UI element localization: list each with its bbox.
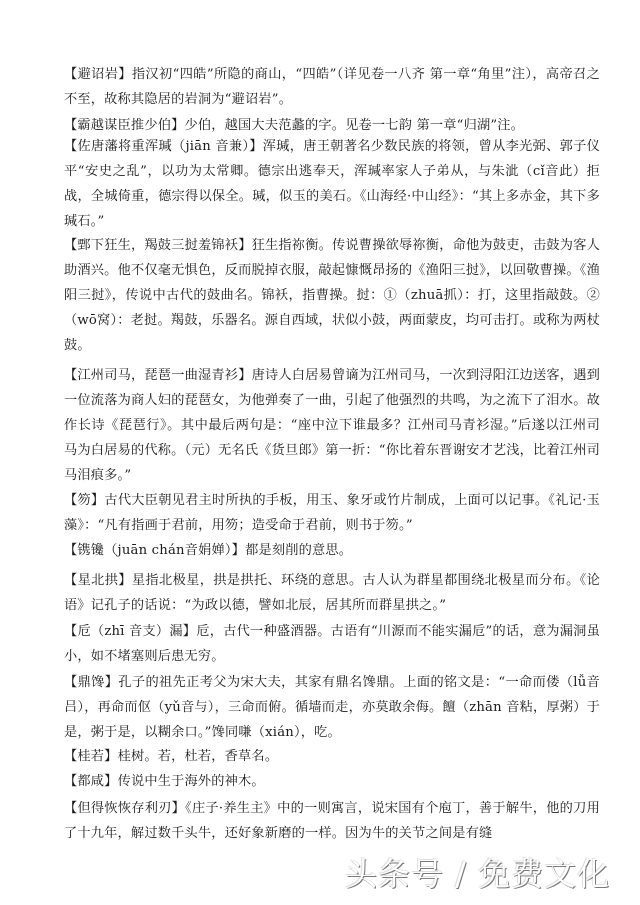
entry-bizhaoyan bbox=[64, 62, 600, 112]
entry-term: 【镌镵（juān chán音娟婵）】 bbox=[64, 543, 246, 558]
entry-term: 【避诏岩】 bbox=[64, 67, 132, 82]
watermark-text: 头条号 / 免费文化 bbox=[345, 855, 611, 893]
entry-body: 孔子的祖先正考父为宋大夫，其家有鼎名馋鼎。上面的铭文是：“一命而偻（lǚ音吕），再命而伛（yǔ音与），三命而俯。循墙而走，亦莫敢余侮。饘（zhān 音粘，厚粥）于是，粥于是，以糊余口。”馋同嗛（xián），吃。 bbox=[64, 675, 600, 740]
entry-term: 【桂若】 bbox=[64, 749, 118, 764]
entry-dandehuihui bbox=[64, 796, 600, 846]
entry-term: 【星北拱】 bbox=[64, 573, 132, 588]
entry-zhilou bbox=[64, 619, 600, 669]
entry-jiangzhou bbox=[64, 363, 600, 488]
entry-term: 【都咸】 bbox=[64, 774, 118, 789]
entry-body: 古代大臣朝见君主时所执的手板，用玉、象牙或竹片制成，上面可以记事。《礼记·玉藻》：“凡有指画于君前，用笏；造受命于君前，则书于笏。” bbox=[64, 493, 600, 533]
entry-body: 浑瑊，唐王朝著名少数民族的将领，曾从李光弼、郭子仪平“安史之乱”，以功为太常卿。德宗出逃奉天，浑瑊率家人子弟从，与朱泚（cǐ音此）拒战，全城倚重，德宗得以保全。瑊，似玉的美石。《山海经·中山经》：“其上多赤金，其下多瑊石。” bbox=[64, 139, 601, 229]
entry-guiruo bbox=[64, 744, 600, 769]
entry-body: 都是刻削的意思。 bbox=[245, 543, 353, 558]
entry-term: 【佐唐藩将重浑瑊（jiān 音兼）】 bbox=[64, 139, 263, 154]
entry-dingchan bbox=[64, 670, 600, 745]
entry-term: 【笏】 bbox=[64, 493, 105, 508]
entry-xingbeigong bbox=[64, 568, 600, 618]
entry-zuotang bbox=[64, 134, 600, 234]
entry-body: 少伯，越国大夫范蠡的字。见卷一七韵 第一章“归湖”注。 bbox=[184, 118, 525, 133]
entry-term: 【鄄下狂生，羯鼓三挝羞锦袄】 bbox=[64, 238, 252, 253]
entry-body: 卮，古代一种盛酒器。古语有“川源而不能实漏卮”的话，意为漏洞虽小，如不堵塞则后患无穷。 bbox=[64, 624, 600, 664]
entry-term: 【霸越谋臣推少伯】 bbox=[64, 118, 185, 133]
entry-juanxia bbox=[64, 233, 600, 358]
entry-term: 【鼎馋】 bbox=[64, 675, 119, 690]
entry-hu bbox=[64, 488, 600, 538]
entry-body: 星指北极星，拱是拱托、环绕的意思。古人认为群星都围绕北极星而分布。《论语》记孔子的话说：“为政以德，譬如北辰，居其所而群星拱之。” bbox=[64, 573, 601, 613]
entry-term: 【江州司马，琵琶一曲湿青衫】 bbox=[64, 368, 252, 383]
entry-duxian bbox=[64, 769, 600, 794]
entry-body: 指汉初“四皓”所隐的商山，“四皓”（详见卷一八齐 第一章“角里”注），高帝召之不至，故称其隐居的岩洞为“避诏岩”。 bbox=[64, 67, 601, 107]
entry-body: 狂生指祢衡。传说曹操欲辱祢衡，命他为鼓吏，击鼓为客人助酒兴。他不仅毫无惧色，反而脱掉衣服，敲起慷慨昂扬的《渔阳三挝》，以回敬曹操。《渔阳三挝》，传说中古代的鼓曲名。锦袄，指曹操。挝：①（zhuā抓）：打，这里指敲鼓。②（wō窝）：老挝。羯鼓，乐器名。源自西域，状似小鼓，两面蒙皮，均可击打。或称为两杖鼓。 bbox=[64, 238, 600, 353]
entry-juanchan bbox=[64, 538, 600, 563]
entry-body: 传说中生于海外的神木。 bbox=[117, 774, 265, 789]
entry-body: 桂树。若，杜若，香草名。 bbox=[117, 749, 279, 764]
entry-body: 《庄子·养生主》中的一则寓言，说宋国有个庖丁，善于解牛，他的刀用了十九年，解过数千头牛，还好象新磨的一样。因为牛的关节之间是有缝 bbox=[64, 801, 600, 841]
entry-term: 【但得恢恢存利刃】 bbox=[64, 801, 186, 816]
entry-term: 【卮（zhī 音支）漏】 bbox=[64, 624, 197, 639]
entry-body: 唐诗人白居易曾谪为江州司马，一次到浔阳江边送客，遇到一位流落为商人妇的琵琶女，为他弹奏了一曲，引起了他强烈的共鸣，为之流下了泪水。故作长诗《琵琶行》。其中最后两句是：“座中泣下谁最多？江州司马青衫湿。”后遂以江州司马为白居易的代称。（元）无名氏《货旦郎》第一折：“你比着东晋谢安才艺浅，比着江州司马泪痕多。” bbox=[64, 368, 600, 483]
